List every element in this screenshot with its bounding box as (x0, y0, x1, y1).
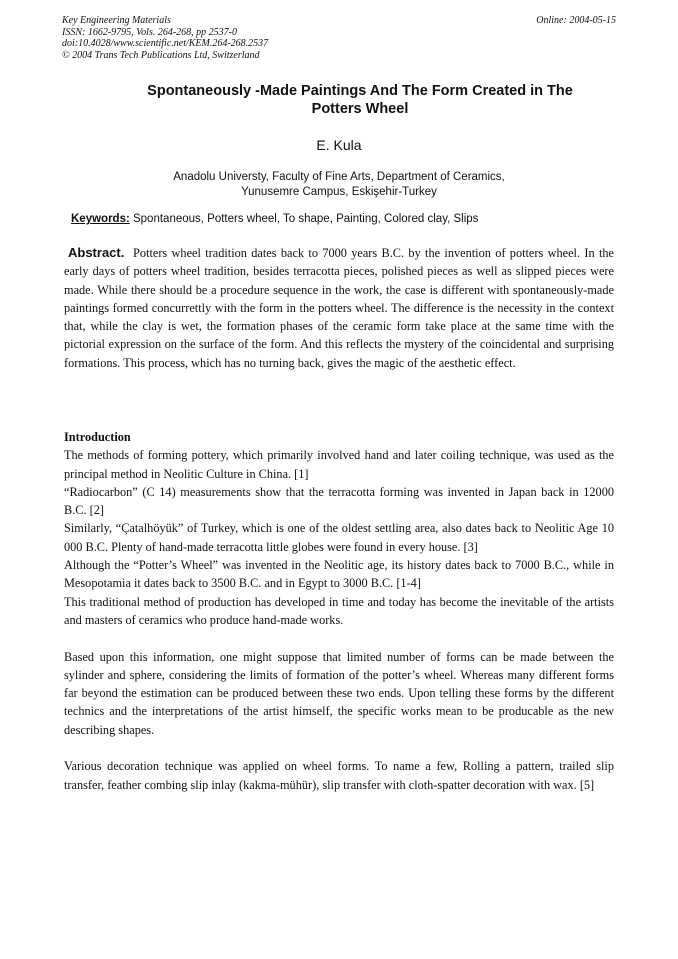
intro-paragraph: This traditional method of production has developed in time and today has become the inevitable of the artists and masters of ceramics who produce hand-made works. (64, 594, 614, 627)
intro-paragraph: Various decoration technique was applied on wheel forms. To name a few, Rolling a pattern, trailed slip transfer, feather combing slip inlay (kakma-mühür), slip transfer with cloth-spatter decoration with wax. [5] (64, 759, 614, 792)
abstract-label: Abstract. (68, 245, 125, 260)
intro-paragraph: The methods of forming pottery, which primarily involved hand and later coiling technique, was used as the principal method in Neolitic Culture in China. [1] (64, 448, 614, 481)
copyright-line: © 2004 Trans Tech Publications Ltd, Switzerland (62, 49, 260, 61)
journal-header (62, 15, 616, 61)
keywords-text: Spontaneous, Potters wheel, To shape, Painting, Colored clay, Slips (129, 213, 479, 225)
paragraph-gap (64, 739, 614, 757)
journal-name: Key Engineering Materials (62, 15, 171, 26)
introduction-heading: Introduction (64, 430, 131, 444)
intro-paragraph: Based upon this information, one might suppose that limited number of forms can be made between the sylinder and sphere, considering the limits of formation of the potter’s wheel. Whereas many different forms far beyond the estimation can be produced between these two ends. Upon telling these forms by the different technics and the interpretations of the artist himself, the specific works mean to be producable as the new describing shapes. (64, 649, 614, 737)
affiliation-line-1: Anadolu Universty, Faculty of Fine Arts, Department of Ceramics, (173, 171, 505, 183)
introduction-section (64, 428, 614, 794)
keywords-label: Keywords: (71, 213, 130, 225)
intro-paragraph: “Radiocarbon” (C 14) measurements show that the terracotta forming was invented in Japan back in 12000 B.C. [2] (64, 484, 614, 518)
title-line-1: Spontaneously -Made Paintings And The Form Created in The (147, 83, 573, 99)
affiliation (0, 170, 678, 200)
author-name: E. Kula (316, 137, 362, 153)
issn-line: ISSN: 1662-9795, Vols. 264-268, pp 2537-0 (62, 26, 237, 38)
abstract-section (64, 244, 614, 372)
intro-paragraph: Although the “Potter’s Wheel” was invented in the Neolitic age, its history dates back to 7000 B.C., while in Mesopotamia it dates back to 3500 B.C. and in Egypt to 3000 B.C. [1-4] (64, 558, 614, 591)
affiliation-line-2: Yunusemre Campus, Eskişehir-Turkey (241, 186, 437, 198)
intro-paragraph: Similarly, “Çatalhöyük” of Turkey, which is one of the oldest settling area, also dates back to Neolitic Age 10 000 B.C. Plenty of hand-made terracotta little globes were found in every house. [3] (64, 521, 614, 554)
online-date: Online: 2004-05-15 (536, 15, 616, 26)
title-line-2: Potters Wheel (311, 101, 409, 117)
paragraph-gap (64, 629, 614, 647)
abstract-text: Potters wheel tradition dates back to 7000 years B.C. by the invention of potters wheel. In the early days of potters wheel tradition, besides terracotta pieces, polished pieces as well as slipped pieces were made. While there should be a procedure sequence in the work, the case is different with spontaneously-made paintings formed concurrettly with the form in the potters wheel. The difference is the necessity in the context that, while the clay is wet, the formation phases of the ceramic form take place at the same time with the pictorial expression on the surface of the form. And this reflects the mystery of the coincidental and surprising formations. This process, which has no turning back, gives the magic of the aesthetic effect. (64, 246, 614, 370)
paper-title (95, 82, 625, 118)
abstract-paragraph (64, 244, 614, 372)
doi-line: doi:10.4028/www.scientific.net/KEM.264-268.2537 (62, 38, 269, 50)
keywords (71, 213, 478, 225)
